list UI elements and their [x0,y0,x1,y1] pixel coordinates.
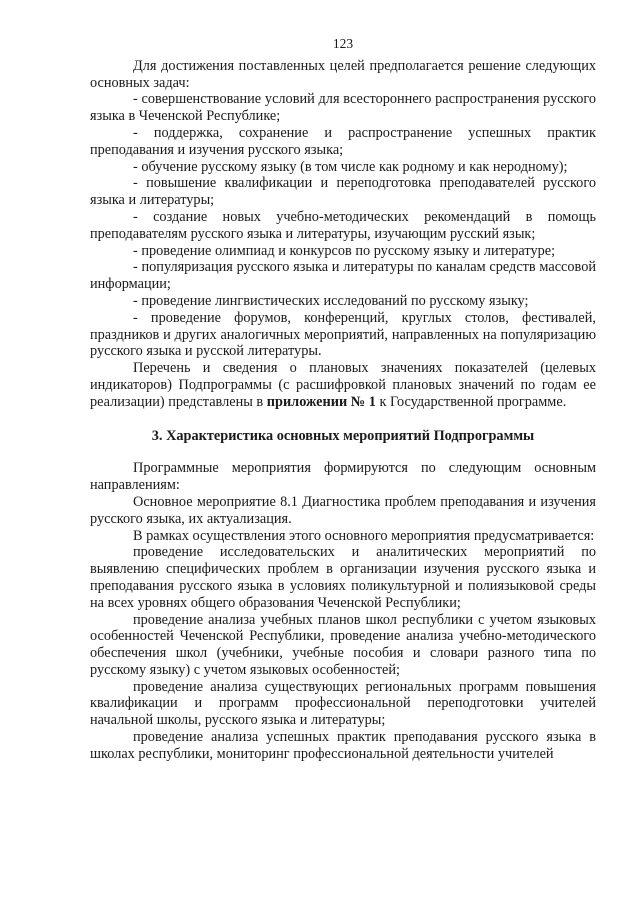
section-paragraph: проведение анализа существующих региональных программ повышения квалификации и программ профессиональной переподготовки учителей начальной школы, русского языка и литературы; [90,678,596,729]
document-page [90,36,596,763]
indicators-text-after: к Государственной программе. [375,393,567,410]
task-item: - проведение форумов, конференций, круглых столов, фестивалей, праздников и других аналогичных мероприятий, направленных на популяризацию русского языка и русской литературы. [90,309,596,360]
indicators-text-before: Перечень и сведения о плановых значениях показателей (целевых индикаторов) Подпрограммы (с расшифровкой плановых значений по годам ее реализации) представлены в [90,360,596,410]
section-paragraph: проведение анализа успешных практик преподавания русского языка в школах республики, мониторинг профессиональной деятельности учителей [90,729,596,762]
section-heading: 3. Характеристика основных мероприятий Подпрограммы [151,427,535,444]
task-item: - поддержка, сохранение и распространение успешных практик преподавания и изучения русского языка; [90,124,596,158]
task-item: - проведение олимпиад и конкурсов по русскому языку и литературе; [133,242,556,259]
section-paragraph: В рамках осуществления этого основного мероприятия предусматривается: [133,527,595,544]
task-item: - создание новых учебно-методических рекомендаций в помощь преподавателям русского языка и литературы, изучающим русский язык; [90,208,596,242]
appendix-reference: приложении № 1 [266,393,376,410]
indicators-paragraph [90,360,596,410]
task-item: - обучение русскому языку (в том числе как родному и как неродному); [133,158,568,175]
task-item: - проведение лингвистических исследований по русскому языку; [133,292,529,309]
tasks-list [90,91,596,360]
section-paragraph: проведение исследовательских и аналитических мероприятий по выявлению специфических проблем в организации изучения русского языка и преподавания русского языка в условиях поликультурной и полиязыковой среды на всех уровнях общего образования Чеченской Республики; [90,544,596,611]
intro-paragraph: Для достижения поставленных целей предполагается решение следующих основных задач: [90,57,596,91]
task-item: - популяризация русского языка и литературы по каналам средств массовой информации; [90,259,596,293]
task-item: - совершенствование условий для всестороннего распространения русского языка в Чеченской Республике; [90,91,596,125]
task-item: - повышение квалификации и переподготовка преподавателей русского языка и литературы; [90,175,596,209]
section-paragraph: Программные мероприятия формируются по следующим основным направлениям: [90,460,596,494]
section-paragraph: проведение анализа учебных планов школ республики с учетом языковых особенностей Чеченской Республики, проведение анализа учебно-методического обеспечения школ (учебники, учебные пособия и словари разного типа по русскому языку) с учетом языковых особенностей; [90,611,596,678]
page-number: 123 [332,36,354,51]
section-paragraph: Основное мероприятие 8.1 Диагностика проблем преподавания и изучения русского языка, их актуализация. [90,493,596,527]
